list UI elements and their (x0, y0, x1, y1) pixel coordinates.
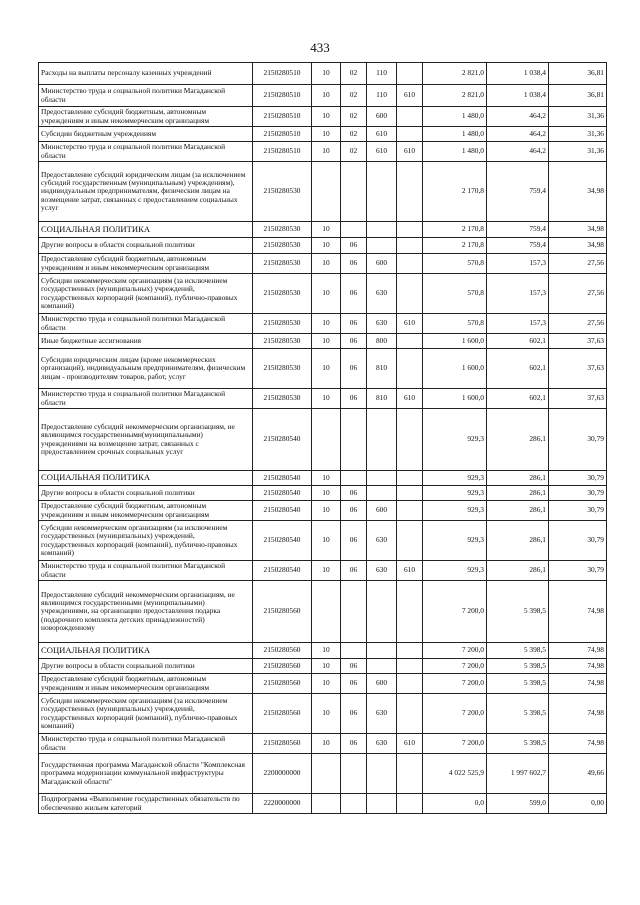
section-code: 10 (312, 334, 341, 349)
kbk-code: 2150280510 (253, 127, 312, 142)
executed-amount: 5 398,5 (487, 734, 549, 754)
admin-code (397, 501, 423, 521)
kbk-code: 2150280560 (253, 734, 312, 754)
row-name: Предоставление субсидий бюджетным, автономным учреждениям и иным некоммерческим организациям (39, 107, 253, 127)
subsection-code: 06 (341, 254, 367, 274)
kbk-code: 2150280560 (253, 643, 312, 659)
section-code (312, 794, 341, 814)
section-code (312, 581, 341, 643)
section-code: 10 (312, 501, 341, 521)
executed-amount: 602,1 (487, 334, 549, 349)
planned-amount: 7 200,0 (423, 734, 487, 754)
expense-type-code: 630 (367, 274, 397, 314)
subsection-code (341, 794, 367, 814)
planned-amount: 7 200,0 (423, 659, 487, 674)
row-name: Министерство труда и социальной политики Магаданской области (39, 734, 253, 754)
table-row (39, 85, 607, 107)
subsection-code: 02 (341, 142, 367, 162)
execution-percent: 37,63 (549, 349, 607, 389)
kbk-code: 2150280510 (253, 85, 312, 107)
executed-amount: 464,2 (487, 107, 549, 127)
row-name: Предоставление субсидий бюджетным, автономным учреждениям и иным некоммерческим организациям (39, 674, 253, 694)
section-code: 10 (312, 274, 341, 314)
execution-percent: 27,56 (549, 254, 607, 274)
row-name: Предоставление субсидий юридическим лицам (за исключением субсидий государственным (муниципальным) учреждениям), индивидуальным предпринимателям, физическим лицам на возмещение затрат, связанных с предоставлением социальных услуг (39, 162, 253, 222)
executed-amount: 286,1 (487, 521, 549, 561)
subsection-code: 06 (341, 501, 367, 521)
section-code: 10 (312, 127, 341, 142)
row-name: Субсидии некоммерческим организациям (за исключением государственных (муниципальных) учреждений, государственных корпораций (компаний), публично-правовых компаний) (39, 694, 253, 734)
planned-amount: 929,3 (423, 501, 487, 521)
execution-percent: 31,36 (549, 107, 607, 127)
execution-percent: 30,79 (549, 501, 607, 521)
execution-percent: 74,98 (549, 734, 607, 754)
section-code: 10 (312, 349, 341, 389)
planned-amount: 0,0 (423, 794, 487, 814)
planned-amount: 570,8 (423, 254, 487, 274)
planned-amount: 1 480,0 (423, 127, 487, 142)
table-row (39, 501, 607, 521)
execution-percent: 31,36 (549, 142, 607, 162)
subsection-code: 06 (341, 274, 367, 314)
execution-percent: 37,63 (549, 334, 607, 349)
planned-amount: 7 200,0 (423, 581, 487, 643)
subsection-code: 02 (341, 127, 367, 142)
expense-type-code: 610 (367, 142, 397, 162)
kbk-code: 2220000000 (253, 794, 312, 814)
subsection-code: 06 (341, 521, 367, 561)
table-row (39, 521, 607, 561)
planned-amount: 570,8 (423, 314, 487, 334)
row-name: Министерство труда и социальной политики Магаданской области (39, 314, 253, 334)
table-row (39, 486, 607, 501)
planned-amount: 929,3 (423, 486, 487, 501)
table-row (39, 127, 607, 142)
row-name: Субсидии бюджетным учреждениям (39, 127, 253, 142)
executed-amount: 5 398,5 (487, 694, 549, 734)
section-code: 10 (312, 643, 341, 659)
executed-amount: 759,4 (487, 162, 549, 222)
table-row (39, 254, 607, 274)
expense-type-code: 110 (367, 85, 397, 107)
admin-code (397, 794, 423, 814)
expense-type-code: 600 (367, 107, 397, 127)
kbk-code: 2150280560 (253, 694, 312, 734)
admin-code (397, 238, 423, 254)
executed-amount: 1 038,4 (487, 63, 549, 85)
section-code: 10 (312, 222, 341, 238)
expense-type-code (367, 794, 397, 814)
kbk-code: 2150280530 (253, 274, 312, 314)
section-code: 10 (312, 486, 341, 501)
subsection-code (341, 409, 367, 471)
admin-code: 610 (397, 142, 423, 162)
executed-amount: 286,1 (487, 471, 549, 486)
executed-amount: 286,1 (487, 486, 549, 501)
subsection-code: 06 (341, 486, 367, 501)
row-name: Государственная программа Магаданской области "Комплексная программа модернизации коммунальной инфраструктуры Магаданской области" (39, 754, 253, 794)
planned-amount: 7 200,0 (423, 694, 487, 734)
executed-amount: 602,1 (487, 349, 549, 389)
planned-amount: 1 600,0 (423, 389, 487, 409)
kbk-code: 2150280530 (253, 238, 312, 254)
table-row (39, 238, 607, 254)
expense-type-code (367, 222, 397, 238)
planned-amount: 2 170,8 (423, 222, 487, 238)
expense-type-code: 600 (367, 501, 397, 521)
row-name: Другие вопросы в области социальной политики (39, 659, 253, 674)
section-code: 10 (312, 107, 341, 127)
planned-amount: 2 170,8 (423, 162, 487, 222)
subsection-code: 06 (341, 659, 367, 674)
row-name: Расходы на выплаты персоналу казенных учреждений (39, 63, 253, 85)
execution-percent: 34,98 (549, 238, 607, 254)
kbk-code: 2200000000 (253, 754, 312, 794)
execution-percent: 27,56 (549, 314, 607, 334)
planned-amount: 929,3 (423, 471, 487, 486)
admin-code (397, 349, 423, 389)
planned-amount: 7 200,0 (423, 643, 487, 659)
table-row (39, 694, 607, 734)
expense-type-code (367, 581, 397, 643)
row-name: Предоставление субсидий некоммерческим организациям, не являющимся государственными (муниципальными) учреждениями, на организацию предоставления подарка (подарочного комплекта детских принадлежностей) новорожденному (39, 581, 253, 643)
table-row (39, 674, 607, 694)
execution-percent: 74,98 (549, 694, 607, 734)
kbk-code: 2150280560 (253, 674, 312, 694)
executed-amount: 157,3 (487, 314, 549, 334)
table-row (39, 734, 607, 754)
executed-amount: 286,1 (487, 501, 549, 521)
row-name: Предоставление субсидий бюджетным, автономным учреждениям и иным некоммерческим организациям (39, 501, 253, 521)
execution-percent: 74,98 (549, 659, 607, 674)
admin-code (397, 471, 423, 486)
execution-percent: 0,00 (549, 794, 607, 814)
section-code: 10 (312, 521, 341, 561)
executed-amount: 5 398,5 (487, 659, 549, 674)
expense-type-code: 110 (367, 63, 397, 85)
subsection-code: 06 (341, 314, 367, 334)
page-number: 433 (310, 40, 330, 55)
kbk-code: 2150280510 (253, 142, 312, 162)
section-code: 10 (312, 389, 341, 409)
admin-code: 610 (397, 314, 423, 334)
executed-amount: 5 398,5 (487, 581, 549, 643)
execution-percent: 74,98 (549, 643, 607, 659)
execution-percent: 30,79 (549, 471, 607, 486)
expense-type-code: 610 (367, 127, 397, 142)
row-name: Министерство труда и социальной политики Магаданской области (39, 85, 253, 107)
expense-type-code: 630 (367, 561, 397, 581)
section-code: 10 (312, 63, 341, 85)
kbk-code: 2150280540 (253, 561, 312, 581)
executed-amount: 759,4 (487, 222, 549, 238)
table-row (39, 561, 607, 581)
row-name: Министерство труда и социальной политики Магаданской области (39, 561, 253, 581)
admin-code (397, 63, 423, 85)
admin-code (397, 486, 423, 501)
execution-percent: 37,63 (549, 389, 607, 409)
expense-type-code (367, 659, 397, 674)
subsection-code: 02 (341, 107, 367, 127)
table-row (39, 794, 607, 814)
subsection-code (341, 581, 367, 643)
expense-type-code (367, 162, 397, 222)
row-name: Субсидии некоммерческим организациям (за исключением государственных (муниципальных) учреждений, государственных корпораций (компаний), публично-правовых компаний) (39, 274, 253, 314)
subsection-code: 06 (341, 349, 367, 389)
admin-code: 610 (397, 85, 423, 107)
table-row (39, 274, 607, 314)
executed-amount: 286,1 (487, 409, 549, 471)
planned-amount: 1 480,0 (423, 107, 487, 127)
planned-amount: 2 170,8 (423, 238, 487, 254)
expense-type-code (367, 754, 397, 794)
table-row (39, 389, 607, 409)
subsection-code: 06 (341, 561, 367, 581)
planned-amount: 2 821,0 (423, 63, 487, 85)
planned-amount: 570,8 (423, 274, 487, 314)
subsection-code (341, 222, 367, 238)
kbk-code: 2150280560 (253, 581, 312, 643)
kbk-code: 2150280530 (253, 349, 312, 389)
table-row (39, 471, 607, 486)
subsection-code: 02 (341, 85, 367, 107)
kbk-code: 2150280540 (253, 501, 312, 521)
section-code: 10 (312, 659, 341, 674)
expense-type-code (367, 486, 397, 501)
planned-amount: 929,3 (423, 561, 487, 581)
execution-percent: 30,79 (549, 561, 607, 581)
subsection-code: 06 (341, 734, 367, 754)
execution-percent: 30,79 (549, 409, 607, 471)
row-name: Другие вопросы в области социальной политики (39, 238, 253, 254)
admin-code (397, 127, 423, 142)
row-name: СОЦИАЛЬНАЯ ПОЛИТИКА (39, 222, 253, 238)
planned-amount: 2 821,0 (423, 85, 487, 107)
subsection-code (341, 754, 367, 794)
row-name: Субсидии некоммерческим организациям (за исключением государственных (муниципальных) учреждений, государственных корпораций (компаний), публично-правовых компаний) (39, 521, 253, 561)
expense-type-code (367, 238, 397, 254)
kbk-code: 2150280530 (253, 222, 312, 238)
kbk-code: 2150280510 (253, 107, 312, 127)
kbk-code: 2150280540 (253, 409, 312, 471)
expense-type-code: 600 (367, 254, 397, 274)
execution-percent: 74,98 (549, 674, 607, 694)
kbk-code: 2150280530 (253, 389, 312, 409)
section-code: 10 (312, 674, 341, 694)
planned-amount: 1 600,0 (423, 334, 487, 349)
table-row (39, 334, 607, 349)
expense-type-code: 630 (367, 734, 397, 754)
table-row (39, 409, 607, 471)
execution-percent: 27,56 (549, 274, 607, 314)
section-code (312, 754, 341, 794)
table-row (39, 107, 607, 127)
admin-code (397, 162, 423, 222)
execution-percent: 36,81 (549, 85, 607, 107)
row-name: Министерство труда и социальной политики Магаданской области (39, 142, 253, 162)
row-name: СОЦИАЛЬНАЯ ПОЛИТИКА (39, 643, 253, 659)
executed-amount: 464,2 (487, 142, 549, 162)
execution-percent: 31,36 (549, 127, 607, 142)
admin-code (397, 107, 423, 127)
admin-code (397, 581, 423, 643)
table-row (39, 162, 607, 222)
expense-type-code: 600 (367, 674, 397, 694)
admin-code (397, 222, 423, 238)
executed-amount: 759,4 (487, 238, 549, 254)
execution-percent: 49,66 (549, 754, 607, 794)
expense-type-code: 630 (367, 521, 397, 561)
table-row (39, 222, 607, 238)
executed-amount: 5 398,5 (487, 674, 549, 694)
row-name: Предоставление субсидий бюджетным, автономным учреждениям и иным некоммерческим организациям (39, 254, 253, 274)
section-code: 10 (312, 734, 341, 754)
table-row (39, 349, 607, 389)
admin-code (397, 754, 423, 794)
subsection-code: 02 (341, 63, 367, 85)
execution-percent: 36,81 (549, 63, 607, 85)
execution-percent: 74,98 (549, 581, 607, 643)
section-code: 10 (312, 471, 341, 486)
planned-amount: 929,3 (423, 521, 487, 561)
executed-amount: 464,2 (487, 127, 549, 142)
planned-amount: 1 600,0 (423, 349, 487, 389)
subsection-code (341, 471, 367, 486)
kbk-code: 2150280560 (253, 659, 312, 674)
kbk-code: 2150280530 (253, 334, 312, 349)
expense-type-code: 630 (367, 694, 397, 734)
section-code: 10 (312, 254, 341, 274)
kbk-code: 2150280540 (253, 486, 312, 501)
executed-amount: 157,3 (487, 274, 549, 314)
planned-amount: 929,3 (423, 409, 487, 471)
row-name: СОЦИАЛЬНАЯ ПОЛИТИКА (39, 471, 253, 486)
expense-type-code (367, 409, 397, 471)
expense-type-code: 630 (367, 314, 397, 334)
admin-code (397, 659, 423, 674)
subsection-code: 06 (341, 694, 367, 734)
subsection-code: 06 (341, 334, 367, 349)
expense-type-code: 810 (367, 389, 397, 409)
row-name: Предоставление субсидий некоммерческим организациям, не являющимся государственными(муниципальными) учреждениями на возмещение затрат, связанных с предоставлением срочных социальных услуг (39, 409, 253, 471)
row-name: Субсидии юридическим лицам (кроме некоммерческих организаций), индивидуальным предпринимателям, физическим лицам - производителям товаров, работ, услуг (39, 349, 253, 389)
kbk-code: 2150280540 (253, 471, 312, 486)
expense-type-code: 810 (367, 349, 397, 389)
section-code: 10 (312, 694, 341, 734)
executed-amount: 599,0 (487, 794, 549, 814)
kbk-code: 2150280540 (253, 521, 312, 561)
table-row (39, 314, 607, 334)
executed-amount: 602,1 (487, 389, 549, 409)
table-row (39, 142, 607, 162)
executed-amount: 1 997 602,7 (487, 754, 549, 794)
subsection-code: 06 (341, 238, 367, 254)
execution-percent: 30,79 (549, 521, 607, 561)
table-row (39, 659, 607, 674)
executed-amount: 5 398,5 (487, 643, 549, 659)
kbk-code: 2150280530 (253, 254, 312, 274)
planned-amount: 7 200,0 (423, 674, 487, 694)
executed-amount: 157,3 (487, 254, 549, 274)
admin-code (397, 254, 423, 274)
executed-amount: 1 038,4 (487, 85, 549, 107)
admin-code (397, 274, 423, 314)
table-row (39, 63, 607, 85)
admin-code (397, 694, 423, 734)
admin-code (397, 409, 423, 471)
execution-percent: 34,98 (549, 162, 607, 222)
expense-type-code (367, 643, 397, 659)
row-name: Иные бюджетные ассигнования (39, 334, 253, 349)
row-name: Другие вопросы в области социальной политики (39, 486, 253, 501)
section-code: 10 (312, 561, 341, 581)
budget-table (38, 62, 607, 814)
subsection-code (341, 162, 367, 222)
admin-code (397, 334, 423, 349)
subsection-code (341, 643, 367, 659)
table-body (39, 63, 607, 814)
admin-code (397, 643, 423, 659)
planned-amount: 4 022 525,9 (423, 754, 487, 794)
section-code: 10 (312, 142, 341, 162)
expense-type-code (367, 471, 397, 486)
execution-percent: 34,98 (549, 222, 607, 238)
executed-amount: 286,1 (487, 561, 549, 581)
admin-code: 610 (397, 734, 423, 754)
subsection-code: 06 (341, 674, 367, 694)
kbk-code: 2150280510 (253, 63, 312, 85)
subsection-code: 06 (341, 389, 367, 409)
expense-type-code: 800 (367, 334, 397, 349)
row-name: Министерство труда и социальной политики Магаданской области (39, 389, 253, 409)
admin-code (397, 674, 423, 694)
kbk-code: 2150280530 (253, 314, 312, 334)
planned-amount: 1 480,0 (423, 142, 487, 162)
section-code: 10 (312, 314, 341, 334)
admin-code: 610 (397, 389, 423, 409)
admin-code: 610 (397, 561, 423, 581)
table-row (39, 754, 607, 794)
table-row (39, 581, 607, 643)
section-code (312, 162, 341, 222)
section-code: 10 (312, 85, 341, 107)
execution-percent: 30,79 (549, 486, 607, 501)
admin-code (397, 521, 423, 561)
section-code (312, 409, 341, 471)
kbk-code: 2150280530 (253, 162, 312, 222)
table-row (39, 643, 607, 659)
section-code: 10 (312, 238, 341, 254)
row-name: Подпрограмма «Выполнение государственных обязательств по обеспечению жильем категорий (39, 794, 253, 814)
